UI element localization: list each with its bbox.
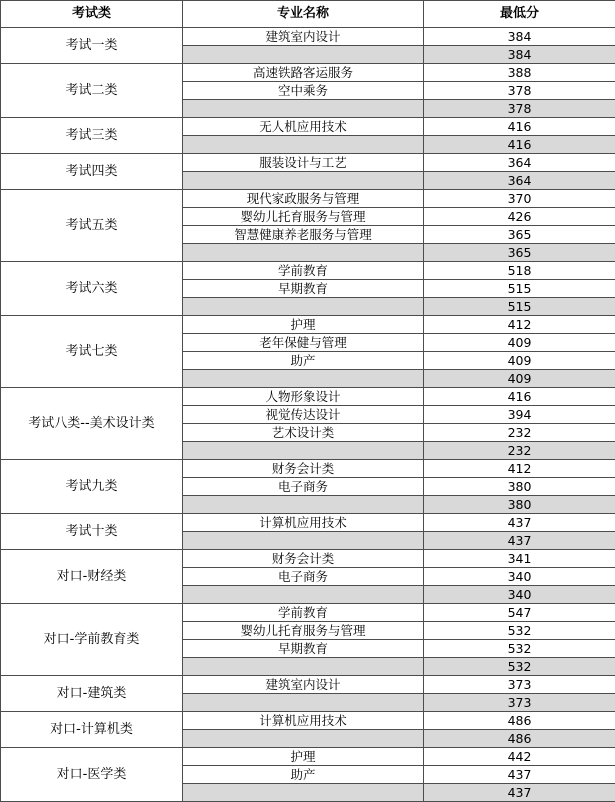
score-cell: 532 <box>424 622 615 640</box>
score-cell: 384 <box>424 28 615 46</box>
table-row <box>1 262 615 280</box>
major-cell: 电子商务 <box>183 568 424 586</box>
summary-score-cell: 437 <box>424 532 615 550</box>
summary-blank-cell <box>183 730 424 748</box>
score-cell: 437 <box>424 514 615 532</box>
score-cell: 532 <box>424 640 615 658</box>
score-cell: 515 <box>424 280 615 298</box>
score-cell: 412 <box>424 316 615 334</box>
category-cell: 考试四类 <box>1 154 183 190</box>
score-cell: 378 <box>424 82 615 100</box>
major-cell: 服装设计与工艺 <box>183 154 424 172</box>
score-cell: 518 <box>424 262 615 280</box>
summary-score-cell: 364 <box>424 172 615 190</box>
summary-score-cell: 380 <box>424 496 615 514</box>
table-row <box>1 118 615 136</box>
summary-blank-cell <box>183 370 424 388</box>
score-cell: 409 <box>424 334 615 352</box>
score-cell: 340 <box>424 568 615 586</box>
table-row <box>1 460 615 478</box>
summary-score-cell: 232 <box>424 442 615 460</box>
score-cell: 365 <box>424 226 615 244</box>
summary-blank-cell <box>183 136 424 154</box>
major-cell: 建筑室内设计 <box>183 28 424 46</box>
major-cell: 护理 <box>183 316 424 334</box>
table-row <box>1 316 615 334</box>
table-row <box>1 604 615 622</box>
category-cell: 对口-学前教育类 <box>1 604 183 676</box>
summary-score-cell: 409 <box>424 370 615 388</box>
summary-score-cell: 515 <box>424 298 615 316</box>
header-major: 专业名称 <box>183 1 424 28</box>
major-cell: 早期教育 <box>183 280 424 298</box>
score-cell: 370 <box>424 190 615 208</box>
table-row <box>1 154 615 172</box>
major-cell: 护理 <box>183 748 424 766</box>
major-cell: 婴幼儿托育服务与管理 <box>183 622 424 640</box>
category-cell: 考试八类--美术设计类 <box>1 388 183 460</box>
major-cell: 财务会计类 <box>183 550 424 568</box>
summary-blank-cell <box>183 784 424 802</box>
header-category: 考试类 <box>1 1 183 28</box>
table-row <box>1 28 615 46</box>
category-cell: 考试二类 <box>1 64 183 118</box>
summary-score-cell: 365 <box>424 244 615 262</box>
major-cell: 艺术设计类 <box>183 424 424 442</box>
major-cell: 现代家政服务与管理 <box>183 190 424 208</box>
table-row <box>1 514 615 532</box>
summary-blank-cell <box>183 298 424 316</box>
major-cell: 婴幼儿托育服务与管理 <box>183 208 424 226</box>
table-body <box>1 28 615 802</box>
score-cell: 426 <box>424 208 615 226</box>
major-cell: 早期教育 <box>183 640 424 658</box>
table-row <box>1 676 615 694</box>
major-cell: 计算机应用技术 <box>183 514 424 532</box>
major-cell: 人物形象设计 <box>183 388 424 406</box>
category-cell: 考试三类 <box>1 118 183 154</box>
category-cell: 对口-计算机类 <box>1 712 183 748</box>
score-cell: 442 <box>424 748 615 766</box>
major-cell: 建筑室内设计 <box>183 676 424 694</box>
major-cell: 高速铁路客运服务 <box>183 64 424 82</box>
summary-blank-cell <box>183 532 424 550</box>
score-cell: 437 <box>424 766 615 784</box>
category-cell: 对口-医学类 <box>1 748 183 802</box>
summary-blank-cell <box>183 496 424 514</box>
score-cell: 486 <box>424 712 615 730</box>
summary-blank-cell <box>183 442 424 460</box>
score-cell: 364 <box>424 154 615 172</box>
table-row <box>1 388 615 406</box>
summary-score-cell: 340 <box>424 586 615 604</box>
category-cell: 考试六类 <box>1 262 183 316</box>
summary-blank-cell <box>183 694 424 712</box>
summary-blank-cell <box>183 244 424 262</box>
summary-blank-cell <box>183 46 424 64</box>
summary-score-cell: 384 <box>424 46 615 64</box>
major-cell: 电子商务 <box>183 478 424 496</box>
score-cell: 373 <box>424 676 615 694</box>
table-row <box>1 64 615 82</box>
score-cell: 388 <box>424 64 615 82</box>
table-row <box>1 550 615 568</box>
header-row <box>1 1 615 28</box>
score-cell: 394 <box>424 406 615 424</box>
summary-score-cell: 378 <box>424 100 615 118</box>
table-row <box>1 190 615 208</box>
score-cell: 380 <box>424 478 615 496</box>
score-cell: 416 <box>424 388 615 406</box>
major-cell: 无人机应用技术 <box>183 118 424 136</box>
category-cell: 考试十类 <box>1 514 183 550</box>
major-cell: 智慧健康养老服务与管理 <box>183 226 424 244</box>
major-cell: 助产 <box>183 766 424 784</box>
major-cell: 空中乘务 <box>183 82 424 100</box>
score-cell: 409 <box>424 352 615 370</box>
summary-score-cell: 486 <box>424 730 615 748</box>
summary-blank-cell <box>183 658 424 676</box>
category-cell: 考试五类 <box>1 190 183 262</box>
category-cell: 考试一类 <box>1 28 183 64</box>
score-cell: 232 <box>424 424 615 442</box>
major-cell: 视觉传达设计 <box>183 406 424 424</box>
major-cell: 计算机应用技术 <box>183 712 424 730</box>
score-cell: 412 <box>424 460 615 478</box>
score-cell: 416 <box>424 118 615 136</box>
summary-blank-cell <box>183 586 424 604</box>
major-cell: 学前教育 <box>183 262 424 280</box>
category-cell: 对口-建筑类 <box>1 676 183 712</box>
summary-score-cell: 373 <box>424 694 615 712</box>
table-row <box>1 712 615 730</box>
summary-blank-cell <box>183 100 424 118</box>
summary-score-cell: 532 <box>424 658 615 676</box>
major-cell: 财务会计类 <box>183 460 424 478</box>
summary-score-cell: 416 <box>424 136 615 154</box>
table-row <box>1 748 615 766</box>
summary-blank-cell <box>183 172 424 190</box>
major-cell: 学前教育 <box>183 604 424 622</box>
summary-score-cell: 437 <box>424 784 615 802</box>
header-min-score: 最低分 <box>424 1 615 28</box>
score-cell: 547 <box>424 604 615 622</box>
category-cell: 考试七类 <box>1 316 183 388</box>
major-cell: 老年保健与管理 <box>183 334 424 352</box>
major-cell: 助产 <box>183 352 424 370</box>
category-cell: 对口-财经类 <box>1 550 183 604</box>
score-cell: 341 <box>424 550 615 568</box>
category-cell: 考试九类 <box>1 460 183 514</box>
